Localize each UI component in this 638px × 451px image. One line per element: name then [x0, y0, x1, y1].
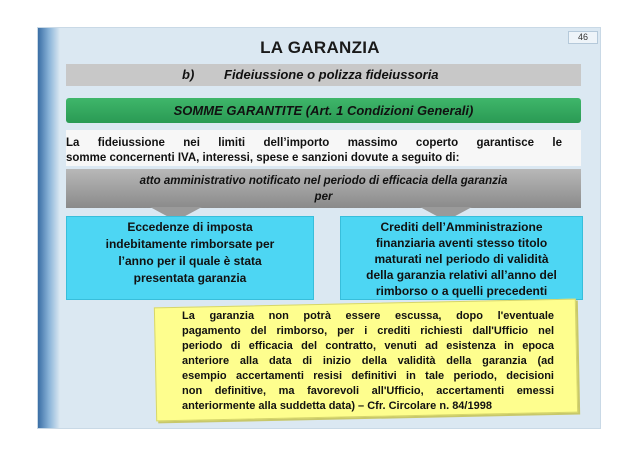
left-case-line: presentata garanzia [133, 271, 247, 285]
paragraph-line: La fideiussione nei limiti dell’importo massimo coperto garantisce le [66, 137, 562, 149]
right-case-line: finanziaria aventi stesso titolo [375, 236, 548, 250]
right-case-line: della garanzia relativi all’anno del [366, 268, 557, 282]
note-line: anteriormente alla suddetta data) – Cfr. Circolare n. 84/1998 [182, 400, 492, 412]
note-line: pagamento del rimborso, per i crediti richiesti dall'Ufficio nel [182, 325, 554, 337]
note-line: esempio accertamenti resisi definitivi in tale periodo, decisioni [182, 370, 554, 382]
section-header-text: SOMME GARANTITE (Art. 1 Condizioni Generali) [173, 103, 474, 118]
left-case-line: indebitamente rimborsate per [105, 237, 275, 251]
note-line: La garanzia non potrà essere escussa, dopo l'eventuale [182, 310, 554, 322]
left-case-line: Eccedenze di imposta [127, 220, 253, 234]
subtitle-letter: b) [182, 67, 195, 82]
paragraph-line: somme concernenti IVA, interessi, spese e sanzioni dovute a seguito di: [66, 152, 460, 164]
left-case-line: l’anno per il quale è stata [118, 254, 262, 268]
slide-title: LA GARANZIA [260, 38, 380, 57]
right-case-line: rimborso o a quelli precedenti [375, 284, 548, 298]
condition-text: atto amministrativo notificato nel periodo di efficacia della garanzia [139, 175, 508, 187]
right-case-line: Crediti dell’Amministrazione [380, 220, 543, 234]
right-case-line: maturati nel periodo di validità [374, 252, 549, 266]
decorative-stripe [38, 28, 60, 428]
note-line: non definitive, ma favorevoli all'Ufficio, accertamenti emessi [182, 385, 554, 397]
subtitle-text: Fideiussione o polizza fideiussoria [224, 67, 439, 82]
slide-number: 46 [568, 31, 598, 44]
note-line: anteriore alla data di inizio della validità della garanzia (ad [182, 355, 554, 367]
condition-connector: per [314, 191, 333, 203]
note-line: periodo di efficacia del contratto, venuti ad esistenza in epoca [182, 340, 554, 352]
